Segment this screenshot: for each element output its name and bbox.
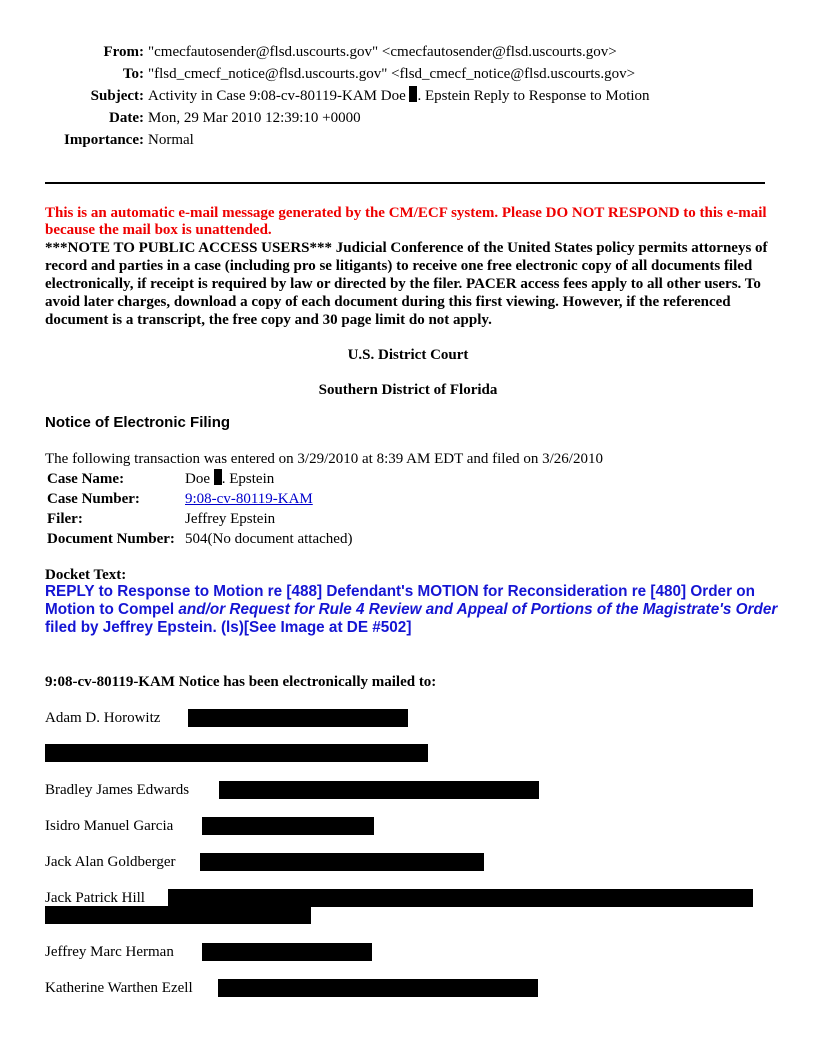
redacted-email bbox=[45, 744, 428, 762]
to-value: "flsd_cmecf_notice@flsd.uscourts.gov" <flsd_cmecf_notice@flsd.uscourts.gov> bbox=[148, 66, 636, 82]
subject-prefix: Activity in Case 9:08-cv-80119-KAM Doe bbox=[148, 88, 406, 104]
mailed-heading: 9:08-cv-80119-KAM Notice has been electronically mailed to: bbox=[45, 674, 437, 690]
recipient-name: Jack Patrick Hill bbox=[45, 890, 145, 906]
redacted-email bbox=[219, 781, 539, 799]
importance-label: Importance: bbox=[64, 132, 144, 148]
case-number-link[interactable]: 9:08-cv-80119-KAM bbox=[185, 491, 313, 507]
redacted-email bbox=[200, 853, 484, 871]
recipient-name: Jeffrey Marc Herman bbox=[45, 944, 174, 960]
header-divider bbox=[45, 182, 765, 184]
public-access-note: ***NOTE TO PUBLIC ACCESS USERS*** Judicial Conference of the United States policy permits attorneys of record and parties in a case (including pro se litigants) to receive one free electronic copy of all documents filed electronically, if receipt is required by law or directed by the filer. PACER access fees apply to all other users. To avoid later charges, download a copy of each document during this first viewing. However, if the referenced document is a transcript, the free copy and 30 page limit do not apply. bbox=[45, 240, 768, 328]
redacted-email bbox=[218, 979, 538, 997]
nef-title: Notice of Electronic Filing bbox=[45, 414, 231, 431]
recipient-name: Isidro Manuel Garcia bbox=[45, 818, 174, 834]
date-value: Mon, 29 Mar 2010 12:39:10 +0000 bbox=[148, 110, 361, 126]
redacted-email bbox=[168, 889, 753, 907]
subject-value bbox=[148, 85, 650, 107]
subject-label: Subject: bbox=[90, 88, 144, 104]
recipient-name: Katherine Warthen Ezell bbox=[45, 980, 193, 996]
importance-value: Normal bbox=[148, 132, 194, 148]
court-name: U.S. District Court bbox=[347, 347, 469, 363]
district-name: Southern District of Florida bbox=[318, 382, 498, 398]
recipient-name: Bradley James Edwards bbox=[45, 782, 190, 798]
recipient-name: Adam D. Horowitz bbox=[45, 710, 161, 726]
subject-row bbox=[0, 85, 816, 107]
from-label: From: bbox=[103, 44, 144, 60]
recipient-name: Jack Alan Goldberger bbox=[45, 854, 176, 870]
docket-text-italic: and/or Request for Rule 4 Review and Appeal of Portions of the Magistrate's Order bbox=[178, 601, 778, 618]
date-label: Date: bbox=[109, 110, 144, 126]
date-row bbox=[0, 107, 816, 129]
case-name-redaction bbox=[214, 469, 222, 485]
document-number-label: Document Number: bbox=[47, 531, 175, 547]
redacted-email bbox=[202, 817, 374, 835]
docket-text bbox=[45, 583, 785, 637]
to-row bbox=[0, 63, 816, 85]
redacted-email bbox=[45, 906, 311, 924]
subject-suffix: . Epstein Reply to Response to Motion bbox=[417, 88, 650, 104]
case-name-value bbox=[185, 469, 274, 489]
case-number-label: Case Number: bbox=[47, 491, 140, 507]
case-name-label: Case Name: bbox=[47, 471, 125, 487]
docket-text-label: Docket Text: bbox=[45, 567, 127, 583]
redacted-email bbox=[188, 709, 408, 727]
from-row bbox=[0, 41, 816, 63]
case-name-prefix: Doe bbox=[185, 471, 210, 487]
document-number-value: 504(No document attached) bbox=[185, 531, 353, 547]
case-name-suffix: . Epstein bbox=[221, 471, 275, 487]
docket-text-end: filed by Jeffrey Epstein. (ls)[See Image at DE #502] bbox=[45, 619, 412, 636]
redacted-email bbox=[202, 943, 372, 961]
auto-message-warning: This is an automatic e-mail message generated by the CM/ECF system. Please DO NOT RESPOND to this e-mail because the mail box is unattended. bbox=[45, 205, 767, 238]
transaction-line: The following transaction was entered on 3/29/2010 at 8:39 AM EDT and filed on 3/26/2010 bbox=[45, 451, 603, 467]
filer-value: Jeffrey Epstein bbox=[185, 511, 276, 527]
filer-label: Filer: bbox=[47, 511, 83, 527]
from-value: "cmecfautosender@flsd.uscourts.gov" <cmecfautosender@flsd.uscourts.gov> bbox=[148, 44, 617, 60]
docket-text-main: REPLY to Response to Motion re [488] Defendant's MOTION for Reconsideration re [480] Order on Motion to Compel bbox=[45, 583, 755, 618]
importance-row bbox=[0, 129, 816, 151]
to-label: To: bbox=[122, 66, 144, 82]
